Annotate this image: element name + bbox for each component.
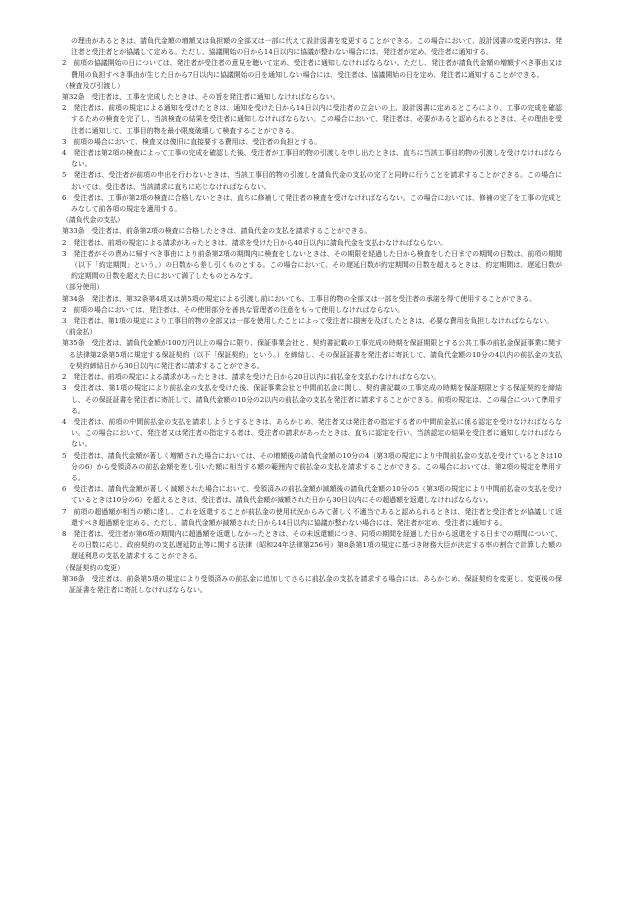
- section-heading-partial-use: （部分使用）: [62, 283, 104, 292]
- paragraph-continuation: の理由があるときは、請負代金額の増額又は負担額の全部又は一部に代えて設計図書を変更することができる。この場合において、設計図書の変更内容は、発注者と受注者とが協議して定める。ただし、協議開始の日から14日以内に協議が整わない場合には、発注者が定め、受注者に通知する。: [71, 37, 562, 57]
- clause-33-3: 3 発注者がその責めに帰すべき事由により前条第2項の期間内に検査をしないときは、その期限を経過した日から検査をした日までの期間の日数は、前項の期間（以下「約定期間」という。）の日数から差し引くものとする。この場合において、その遅延日数が約定期間の日数を超えるときは、約定期間は、遅延日数が約定期間の日数を超えた日において満了したものとみなす。: [62, 249, 562, 281]
- article-36: 第36条 受注者は、前条第5項の規定により受領済みの前払金に追加してさらに前払金の支払を請求する場合には、あらかじめ、保証契約を変更し、変更後の保証証書を発注者に寄託しなければならない。: [62, 574, 562, 594]
- clause-35-5: 5 受注者は、請負代金額が著しく増額された場合においては、その増額後の請負代金額の10分の4（第3項の規定により中間前払金の支払を受けているときは10分の6）から受領済みの前払金額を差し引いた額に相当する額の範囲内で前払金の支払を請求することができる。この場合においては、第2項の規定を準用する。: [62, 451, 562, 482]
- clause-35-3: 3 受注者は、第1項の規定により前払金の支払を受けた後、保証事業会社と中間前払金に関し、契約書記載の工事完成の時期を保証期限とする保証契約を締結し、その保証証書を発注者に寄託して、請負代金額の10分の2以内の前払金の支払を発注者に請求することができる。前項の規定は、この場合について準用する。: [62, 384, 562, 415]
- article-34: 第34条 発注者は、第32条第4項又は第5項の規定による引渡し前においても、工事目的物の全部又は一部を受注者の承諾を得て使用することができる。: [62, 294, 537, 303]
- document-page: [62, 36, 562, 596]
- clause-32-5: 5 発注者は、受注者が前項の申出を行わないときは、当該工事目的物の引渡しを請負代金の支払の完了と同時に行うことを請求することができる。この場合においては、受注者は、当該請求に直ちに応じなければならない。: [62, 171, 562, 191]
- clause-33-2: 2 発注者は、前項の規定による請求があったときは、請求を受けた日から40日以内に請負代金を支払わなければならない。: [62, 238, 448, 247]
- section-heading-payment: （請負代金の支払）: [62, 216, 125, 225]
- clause-32-3: 3 前項の場合において、検査又は復旧に直接要する費用は、受注者の負担とする。: [62, 137, 322, 146]
- clause-35-6: 6 受注者は、請負代金額が著しく減額された場合において、受領済みの前払金額が減額後の請負代金額の10分の5（第3項の規定により中間前払金の支払を受けているときは10分の6）を超えるときは、受注者は、請負代金額が減額された日から30日以内にその超過額を返還しなければならない。: [62, 485, 562, 505]
- clause-32-6: 6 受注者は、工事が第2項の検査に合格しないときは、直ちに修補して発注者の検査を受けなければならない。この場合においては、修補の完了を工事の完成とみなして前各項の規定を適用する。: [62, 193, 562, 214]
- section-heading-guarantee-change: （保証契約の変更）: [62, 563, 125, 572]
- section-heading-inspection: （検査及び引渡し）: [62, 81, 125, 90]
- clause-34-3: 3 発注者は、第1項の規定により工事目的物の全部又は一部を使用したことによって受注者に損害を及ぼしたときは、必要な費用を負担しなければならない。: [62, 317, 554, 326]
- clause-35-4: 4 受注者は、前項の中間前払金の支払を請求しようとするときは、あらかじめ、発注者又は発注者の指定する者の中間前金払に係る認定を受けなければならない。この場合において、発注者又は発注者の指定する者は、受注者の請求があったときは、直ちに認定を行い、当該認定の結果を受注者に通知しなければならない。: [62, 417, 562, 449]
- section-heading-advance-payment: （前金払）: [62, 328, 97, 337]
- clause-32-4: 4 発注者は第2項の検査によって工事の完成を確認した後、受注者が工事目的物の引渡しを申し出たときは、直ちに当該工事目的物の引渡しを受けなければならない。: [62, 149, 562, 169]
- article-32: 第32条 受注者は、工事を完成したときは、その旨を発注者に通知しなければならない。: [62, 93, 340, 102]
- clause-32-2: 2 発注者は、前項の規定による通知を受けたときは、通知を受けた日から14日以内に受注者の立会いの上、設計図書に定めるところにより、工事の完成を確認するための検査を完了し、当該検査の結果を受注者に通知しなければならない。この場合において、発注者は、必要があると認められるときは、その理由を受注者に通知して、工事目的物を最小限度破壊して検査することができる。: [62, 104, 562, 135]
- article-33: 第33条 受注者は、前条第2項の検査に合格したときは、請負代金の支払を請求することができる。: [62, 227, 372, 236]
- clause-35-8: 8 発注者は、受注者が第6項の期間内に超過額を返還しなかったときは、その未返還額につき、同項の期間を経過した日から返還をする日までの期間について、その日数に応じ、政府契約の支払遅延防止等に関する法律（昭和24年法律第256号）第8条第1項の規定に基づき財務大臣が決定する率の割合で計算した額の遅延利息の支払を請求することができる。: [62, 529, 562, 561]
- clause-35-2: 2 発注者は、前項の規定による請求があったときは、請求を受けた日から20日以内に前払金を支払わなければならない。: [62, 373, 441, 382]
- article-35: 第35条 受注者は、請負代金額が100万円以上の場合に限り、保証事業会社と、契約書記載の工事完成の時期を保証期限とする公共工事の前払金保証事業に関する法律第2条第5項に規定する保証契約（以下「保証契約」という。）を締結し、その保証証書を発注者に寄託して、請負代金額の10分の4以内の前払金の支払を契約締結日から30日以内に発注者に請求することができる。: [62, 339, 562, 370]
- clause-35-7: 7 前項の超過額が相当の額に達し、これを返還することが前払金の使用状況からみて著しく不適当であると認められるときは、発注者と受注者とが協議して返還すべき超過額を定める。ただし、請負代金額が減額された日から14日以内に協議が整わない場合には、発注者が定め、受注者に通知する。: [62, 507, 562, 527]
- clause-34-2: 2 前項の場合においては、発注者は、その使用部分を善良な管理者の注意をもって使用しなければならない。: [62, 305, 405, 314]
- clause-31-2: 2 前項の協議開始の日については、発注者が受注者の意見を聴いて定め、受注者に通知しなければならない。ただし、発注者が請負代金額の増額すべき事由又は費用の負担すべき事由が生じた日から7日以内に協議開始の日を通知しない場合には、受注者は、協議開始の日を定め、発注者に通知することができる。: [62, 59, 562, 79]
